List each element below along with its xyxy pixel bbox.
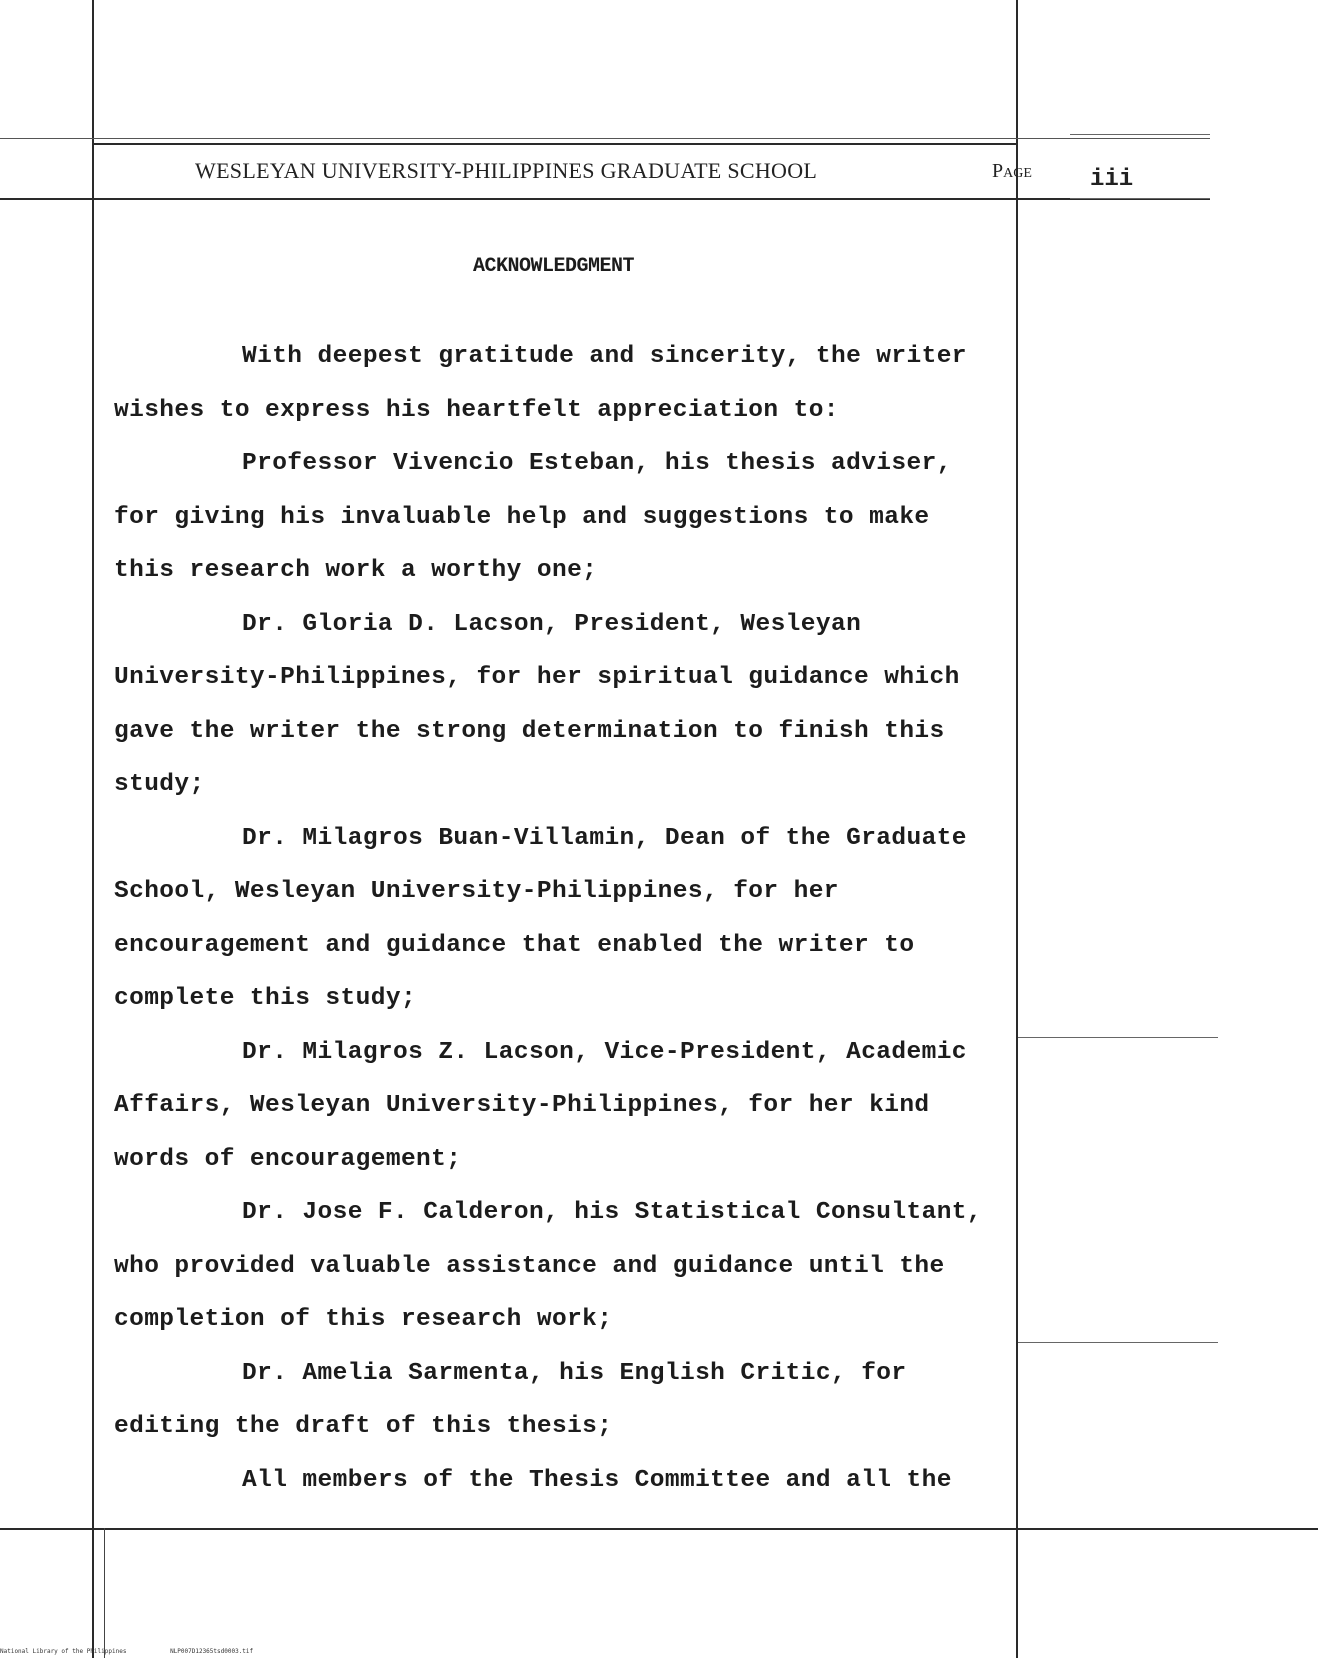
footer-library: National Library of the Philippines	[0, 1648, 127, 1655]
header-bottom-line	[0, 198, 1210, 200]
right-column-line-1	[1018, 1037, 1218, 1038]
header-right-line	[1070, 134, 1210, 135]
header-rule-main	[92, 143, 1018, 145]
paragraph-gloria-lacson: Dr. Gloria D. Lacson, President, Wesleyan University-Philippines, for her spiritual guidance which gave the writer the strong determination to finish this study;	[114, 610, 960, 798]
page-number: iii	[1090, 166, 1134, 193]
header-top-line	[0, 138, 1210, 139]
header-title: WESLEYAN UNIVERSITY-PHILIPPINES GRADUATE SCHOOL	[195, 158, 818, 183]
scan-footer	[0, 1648, 293, 1655]
document-body	[114, 330, 1034, 1507]
document-heading: ACKNOWLEDGMENT	[473, 255, 635, 278]
paragraph-milagros-lacson: Dr. Milagros Z. Lacson, Vice-President, Academic Affairs, Wesleyan University-Philippines, for her kind words of encouragement;	[114, 1038, 967, 1173]
footer-file: NLP007D12365tsd0003.tif	[170, 1648, 254, 1655]
footer-rule	[0, 1528, 1318, 1530]
left-crop-line	[104, 1528, 105, 1658]
paragraph-buan-villamin: Dr. Milagros Buan-Villamin, Dean of the Graduate School, Wesleyan University-Philippines, for her encouragement and guidance that enabled the writer to complete this study;	[114, 824, 967, 1012]
page-label: Page	[992, 160, 1032, 182]
paragraph-intro: With deepest gratitude and sincerity, the writer wishes to express his heartfelt appreciation to:	[114, 343, 967, 424]
paragraph-sarmenta: Dr. Amelia Sarmenta, his English Critic, for editing the draft of this thesis;	[114, 1359, 907, 1440]
paragraph-committee: All members of the Thesis Committee and all the	[242, 1466, 952, 1494]
left-margin-line	[92, 0, 94, 1658]
paragraph-esteban: Professor Vivencio Esteban, his thesis adviser, for giving his invaluable help and suggestions to make this research work a worthy one;	[114, 450, 952, 584]
right-column-line-2	[1018, 1342, 1218, 1343]
paragraph-calderon: Dr. Jose F. Calderon, his Statistical Consultant, who provided valuable assistance and guidance until the completion of this research work;	[114, 1199, 983, 1333]
page-column-line	[1070, 198, 1210, 199]
